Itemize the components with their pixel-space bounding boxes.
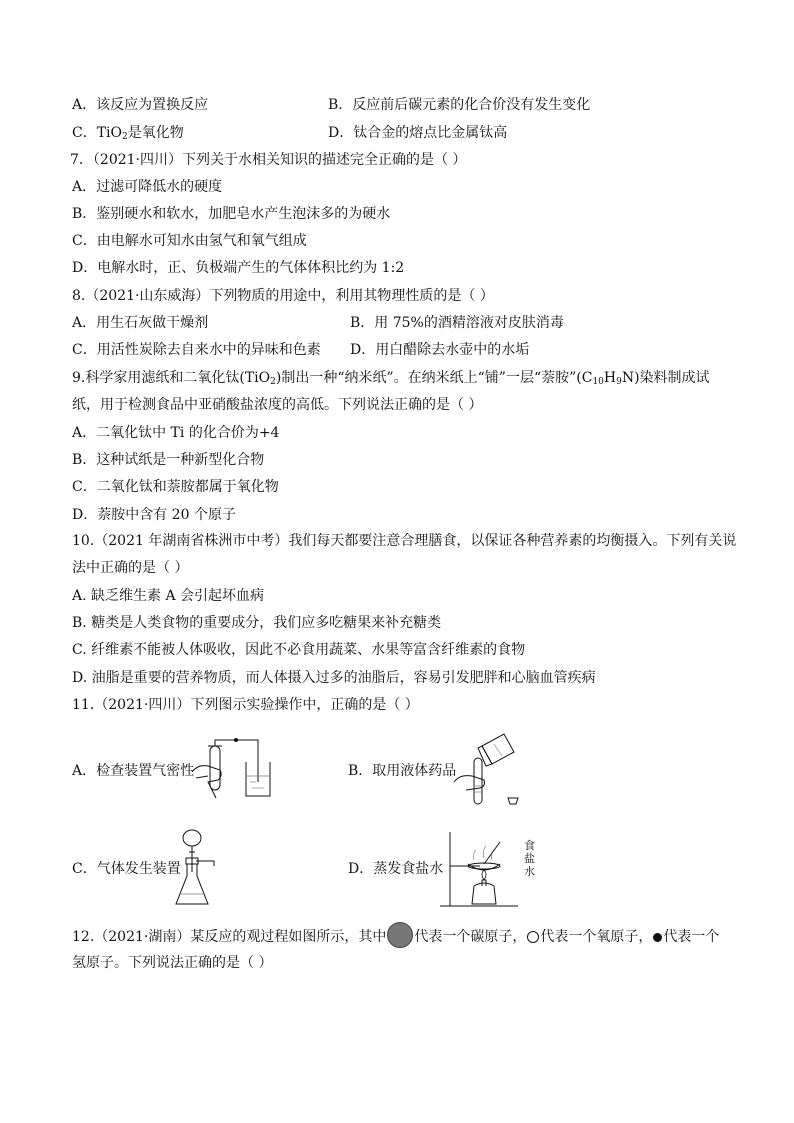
- q7-option-b: B．鉴别硬水和软水，加肥皂水产生泡沫多的为硬水: [72, 206, 391, 222]
- q12-stem-line1: [72, 926, 719, 948]
- q6-option-b: B．反应前后碳元素的化合价没有发生变化: [328, 97, 591, 113]
- salt-water-label-2: 盐: [524, 852, 535, 865]
- q9-stem-line1: [72, 369, 710, 391]
- q9-stem-line2: 纸，用于检测食品中亚硝酸盐浓度的高低。下列说法正确的是（ ）: [72, 397, 483, 413]
- q9-subscript-2: 10: [592, 377, 604, 387]
- q10-option-a: A. 缺乏维生素 A 会引起坏血病: [72, 588, 265, 604]
- q6-option-d: D．钛合金的熔点比金属钛高: [328, 125, 508, 141]
- q7-stem: 7．（2021·四川）下列关于水相关知识的描述完全正确的是（ ）: [70, 152, 467, 168]
- q9-option-d: D．萘胺中含有 20 个原子: [72, 507, 236, 523]
- q12-stem-text-4: 代表一个: [663, 929, 720, 945]
- q6-option-c: [72, 124, 184, 146]
- q11-option-a-label: A．检查装置气密性: [72, 763, 195, 779]
- q8-option-c: C．用活性炭除去自来水中的异味和色素: [72, 342, 321, 358]
- q10-option-b: B. 糖类是人类食物的重要成分，我们应多吃糖果来补充糖类: [72, 615, 442, 631]
- q9-option-b: B．这种试纸是一种新型化合物: [72, 452, 265, 468]
- evaporation-figure: [438, 828, 534, 910]
- q12-stem-text-2: 代表一个碳原子，: [414, 929, 527, 945]
- q8-option-a: A．用生石灰做干燥剂: [72, 315, 209, 331]
- q11-stem: 11.（2021·四川）下列图示实验操作中，正确的是（ ）: [72, 697, 419, 713]
- q7-option-c: C．由电解水可知水由氢气和氧气组成: [72, 233, 307, 249]
- q7-option-a: A．过滤可降低水的硬度: [72, 179, 223, 195]
- q8-option-b: B．用 75%的酒精溶液对皮肤消毒: [350, 315, 564, 331]
- q9-stem-text-4: N)染料制成试: [621, 370, 710, 386]
- q9-stem-text-2: )制出一种“纳米纸”。在纳米纸上“铺”一层“萘胺”(C: [275, 370, 593, 386]
- salt-water-label-1: 食: [524, 839, 535, 852]
- q9-stem-text-3: H: [603, 370, 617, 386]
- q9-subscript-1: 2: [270, 377, 276, 387]
- oxygen-atom-icon: [527, 931, 539, 943]
- q9-option-a: A．二氧化钛中 Ti 的化合价为+4: [72, 425, 280, 441]
- q11-option-b-label: B．取用液体药品: [348, 763, 457, 779]
- q9-subscript-3: 9: [616, 377, 622, 387]
- hydrogen-atom-icon: [653, 933, 662, 942]
- q10-stem-line2: 法中正确的是（ ）: [72, 560, 189, 576]
- q8-option-d: D．用白醋除去水壶中的水垢: [350, 342, 530, 358]
- q11-option-d-label: D．蒸发食盐水: [348, 861, 444, 877]
- airtightness-check-figure: [190, 736, 276, 800]
- q10-option-c: C. 纤维素不能被人体吸收，因此不必食用蔬菜、水果等富含纤维素的食物: [72, 642, 526, 658]
- q7-option-d: D．电解水时，正、负极端产生的气体体积比约为 1:2: [72, 260, 405, 276]
- q12-stem-text-1: 12.（2021·湖南）某反应的观过程如图所示，其中: [72, 929, 387, 945]
- q12-stem-text-3: 代表一个氧原子，: [540, 929, 653, 945]
- q9-stem-text-1: 9.科学家用滤纸和二氧化钛(TiO: [72, 370, 271, 386]
- q10-stem-line1: 10.（2021 年湖南省株洲市中考）我们每天都要注意合理膳食，以保证各种营养素的均衡摄入。下列有关说: [72, 533, 737, 549]
- q6-option-c-text: C．TiO: [72, 125, 123, 141]
- q11-option-c-label: C．气体发生装置: [72, 861, 181, 877]
- q9-option-c: C．二氧化钛和萘胺都属于氧化物: [72, 479, 279, 495]
- gas-generator-figure: [174, 828, 220, 908]
- q6-option-c-subscript: 2: [122, 132, 128, 142]
- q8-stem: 8.（2021·山东威海）下列物质的用途中，利用其物理性质的是（ ）: [72, 288, 494, 304]
- q12-stem-line2: 氢原子。下列说法正确的是（ ）: [72, 955, 273, 971]
- carbon-atom-icon: [387, 922, 413, 948]
- q6-option-a: A．该反应为置换反应: [72, 97, 209, 113]
- q10-option-d: D. 油脂是重要的营养物质，而人体摄入过多的油脂后，容易引发肥胖和心脑血管疾病: [72, 670, 596, 686]
- q6-option-c-text-2: 是氧化物: [127, 125, 184, 141]
- liquid-pouring-figure: [452, 730, 532, 808]
- salt-water-label-3: 水: [524, 865, 535, 878]
